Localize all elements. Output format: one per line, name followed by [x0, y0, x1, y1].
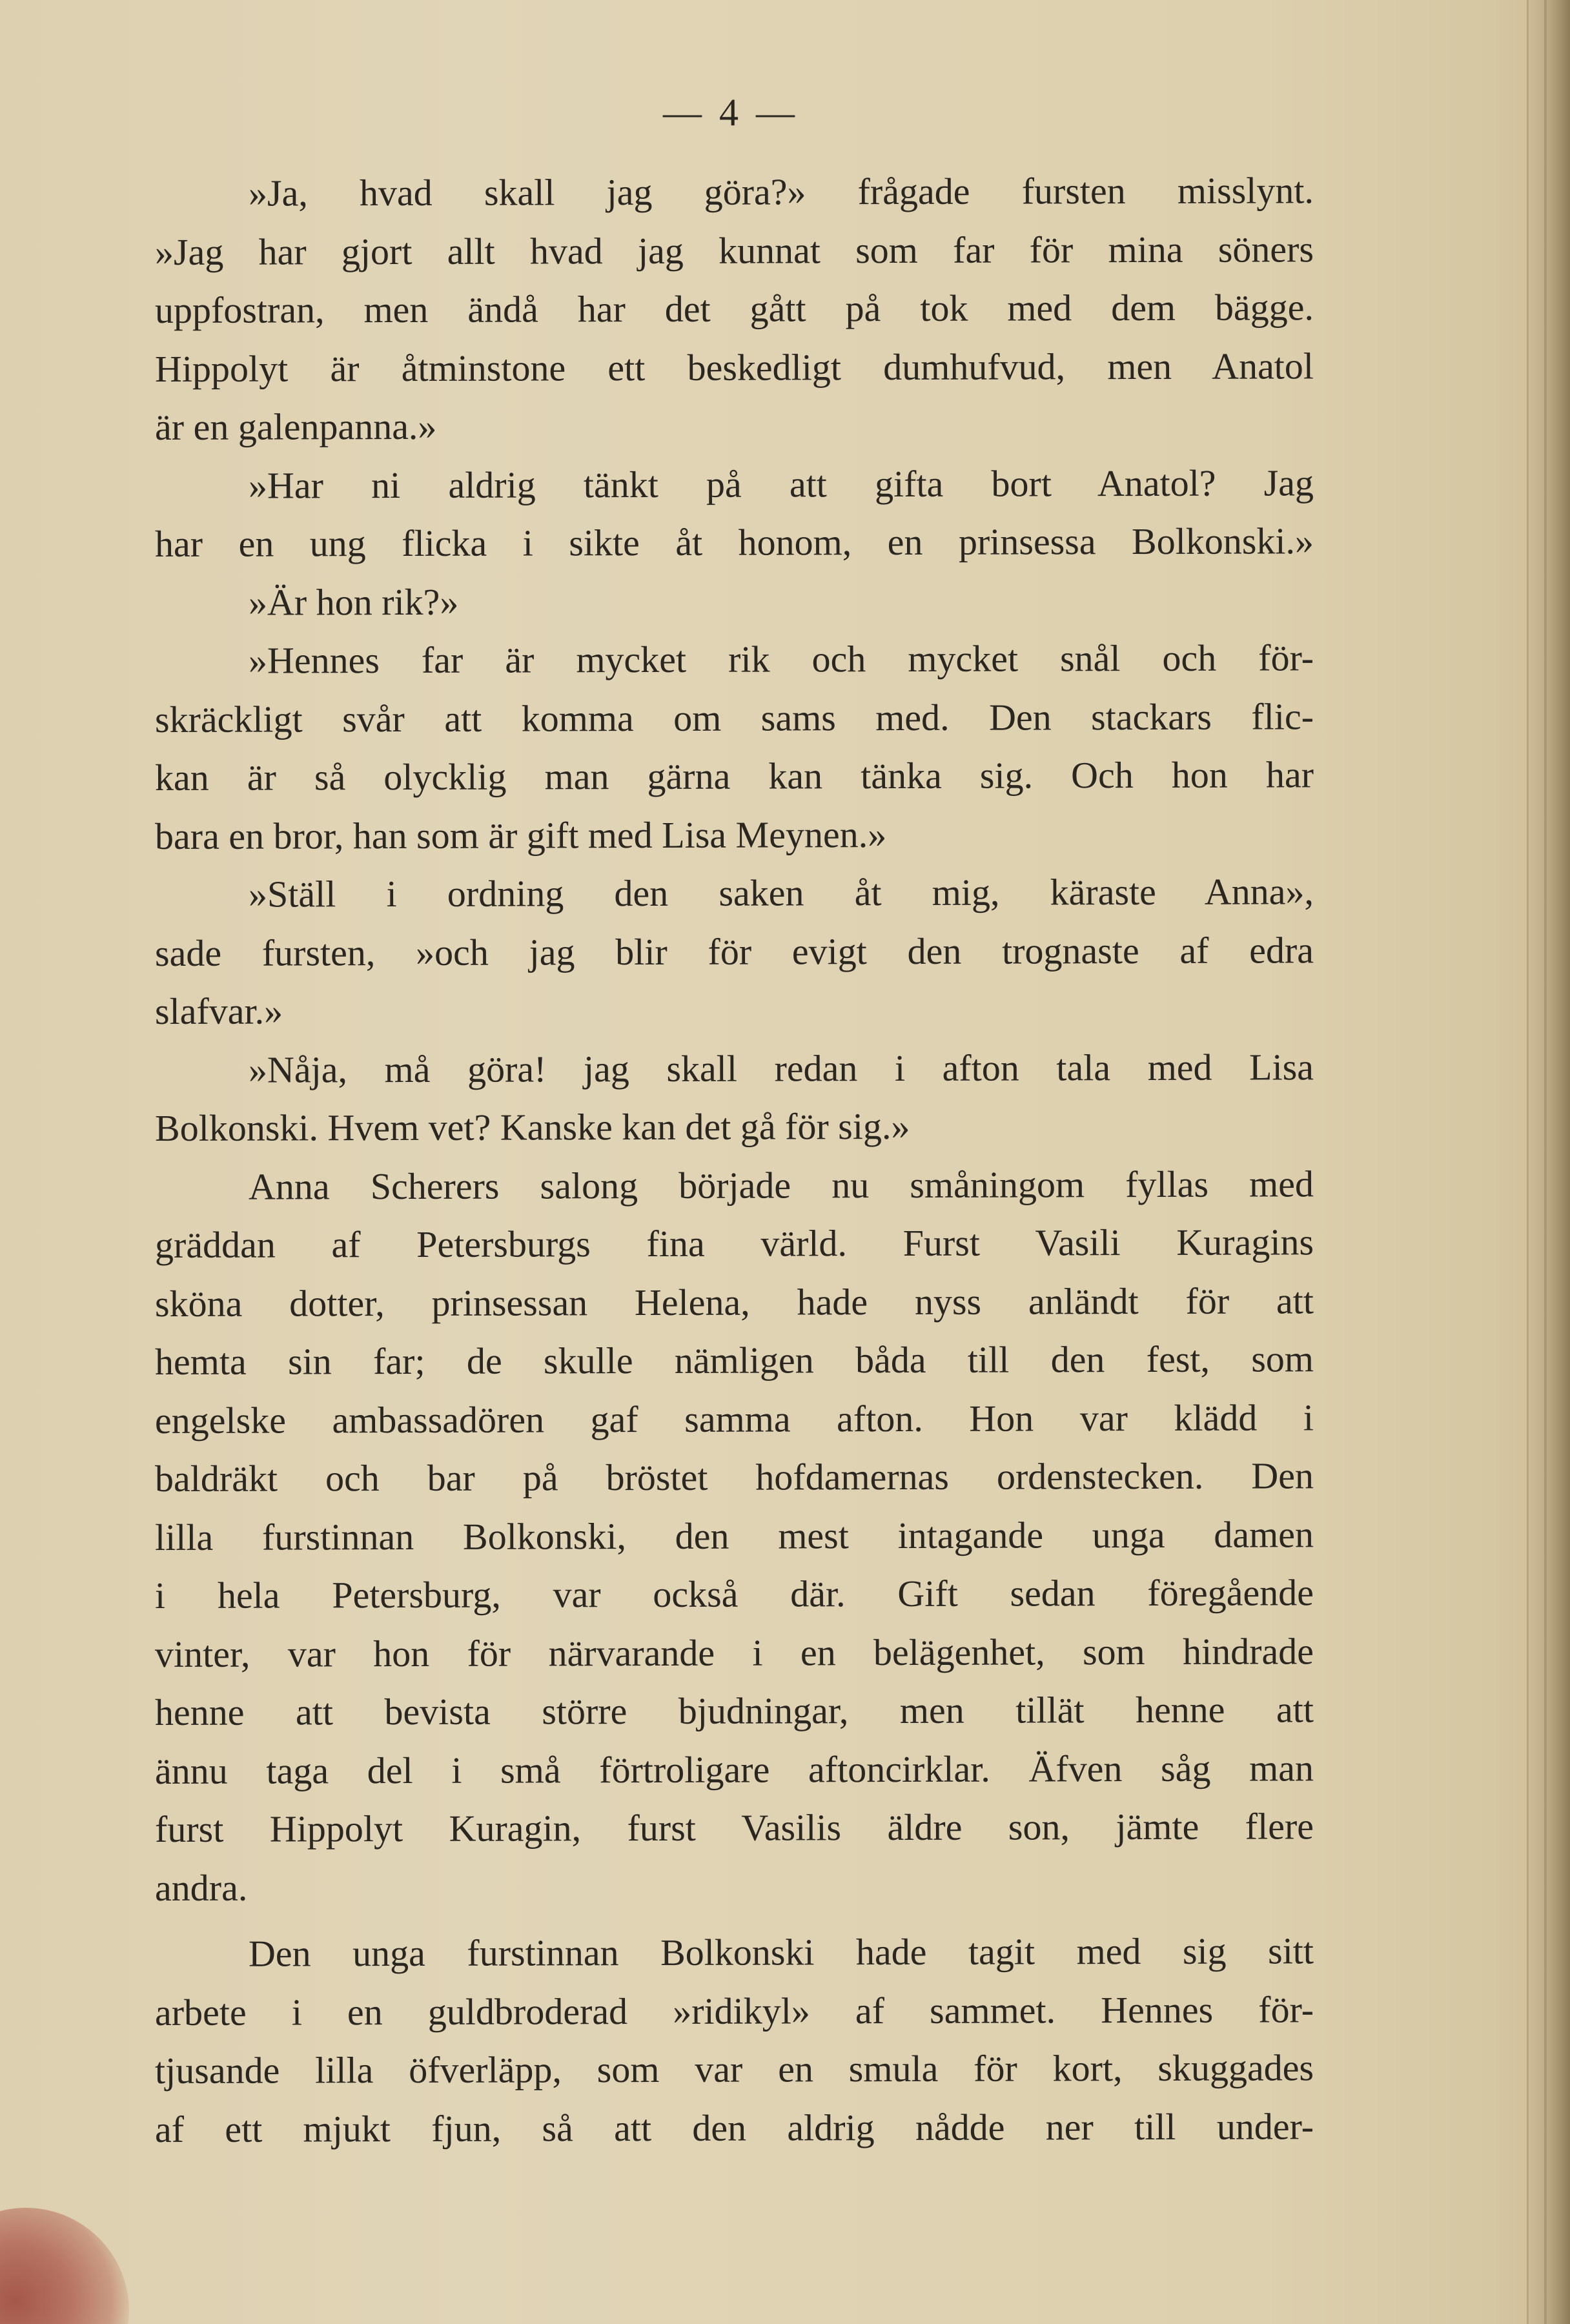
text-line: af ett mjukt fjun, så att den aldrig nådde ner till under-	[154, 2105, 1314, 2150]
text-line: engelske ambassadören gaf samma afton. Hon var klädd i	[154, 1396, 1314, 1442]
text-line: henne att bevista större bjudningar, men tillät henne att	[154, 1688, 1314, 1733]
text-line: Anna Scherers salong började nu småningom fyllas med	[248, 1162, 1314, 1208]
page-number: — 4 —	[663, 91, 799, 134]
text-line: andra.	[154, 1866, 248, 1909]
text-line: sköna dotter, prinsessan Helena, hade nyss anländt för att	[154, 1279, 1314, 1325]
text-line: »Har ni aldrig tänkt på att gifta bort Anatol? Jag	[248, 461, 1314, 507]
text-line: är en galenpanna.»	[154, 405, 437, 448]
text-line: Den unga furstinnan Bolkonski hade tagit med sig sitt	[248, 1930, 1314, 1975]
thumb-shadow	[0, 2208, 129, 2324]
text-line: kan är så olycklig man gärna kan tänka sig. Och hon har	[154, 753, 1314, 799]
text-line: skräckligt svår att komma om sams med. Den stackars flic-	[154, 695, 1314, 740]
text-line: slafvar.»	[154, 990, 283, 1032]
text-line: har en ung flicka i sikte åt honom, en prinsessa Bolkonski.»	[154, 520, 1314, 565]
text-line: Hippolyt är åtminstone ett beskedligt dumhufvud, men Anatol	[154, 344, 1314, 390]
text-line: »Hennes far är mycket rik och mycket snål och för-	[248, 637, 1314, 682]
text-line: hemta sin far; de skulle nämligen båda till den fest, som	[154, 1338, 1314, 1383]
body-text	[155, 165, 1314, 2159]
text-line: Bolkonski. Hvem vet? Kanske kan det gå för sig.»	[154, 1105, 910, 1149]
text-line: »Är hon rik?»	[248, 580, 459, 624]
text-line: baldräkt och bar på bröstet hofdamernas ordenstecken. Den	[154, 1454, 1314, 1500]
text-line: uppfostran, men ändå har det gått på tok med dem bägge.	[154, 286, 1314, 331]
page-edge-shadow	[1527, 0, 1570, 2324]
text-line: tjusande lilla öfverläpp, som var en smula för kort, skuggades	[154, 2046, 1314, 2092]
text-line: bara en bror, han som är gift med Lisa Meynen.»	[154, 813, 887, 857]
text-line: vinter, var hon för närvarande i en belägenhet, som hindrade	[154, 1629, 1314, 1675]
text-line: i hela Petersburg, var också där. Gift sedan föregående	[154, 1571, 1314, 1616]
text-line: »Nåja, må göra! jag skall redan i afton tala med Lisa	[248, 1045, 1314, 1091]
text-line: »Jag har gjort allt hvad jag kunnat som far för mina söners	[154, 227, 1314, 273]
text-line: »Ja, hvad skall jag göra?» frågade fursten misslynt.	[248, 169, 1314, 214]
text-line: arbete i en guldbroderad »ridikyl» af sammet. Hennes för-	[154, 1988, 1314, 2034]
text-line: ännu taga del i små förtroligare aftoncirklar. Äfven såg man	[154, 1746, 1314, 1792]
text-line: »Ställ i ordning den saken åt mig, käraste Anna»,	[248, 870, 1314, 915]
text-line: sade fursten, »och jag blir för evigt den trognaste af edra	[154, 928, 1314, 974]
text-line: furst Hippolyt Kuragin, furst Vasilis äldre son, jämte flere	[154, 1805, 1314, 1850]
text-line: lilla furstinnan Bolkonski, den mest intagande unga damen	[154, 1513, 1314, 1558]
text-line: gräddan af Petersburgs fina värld. Furst Vasili Kuragins	[154, 1221, 1314, 1266]
